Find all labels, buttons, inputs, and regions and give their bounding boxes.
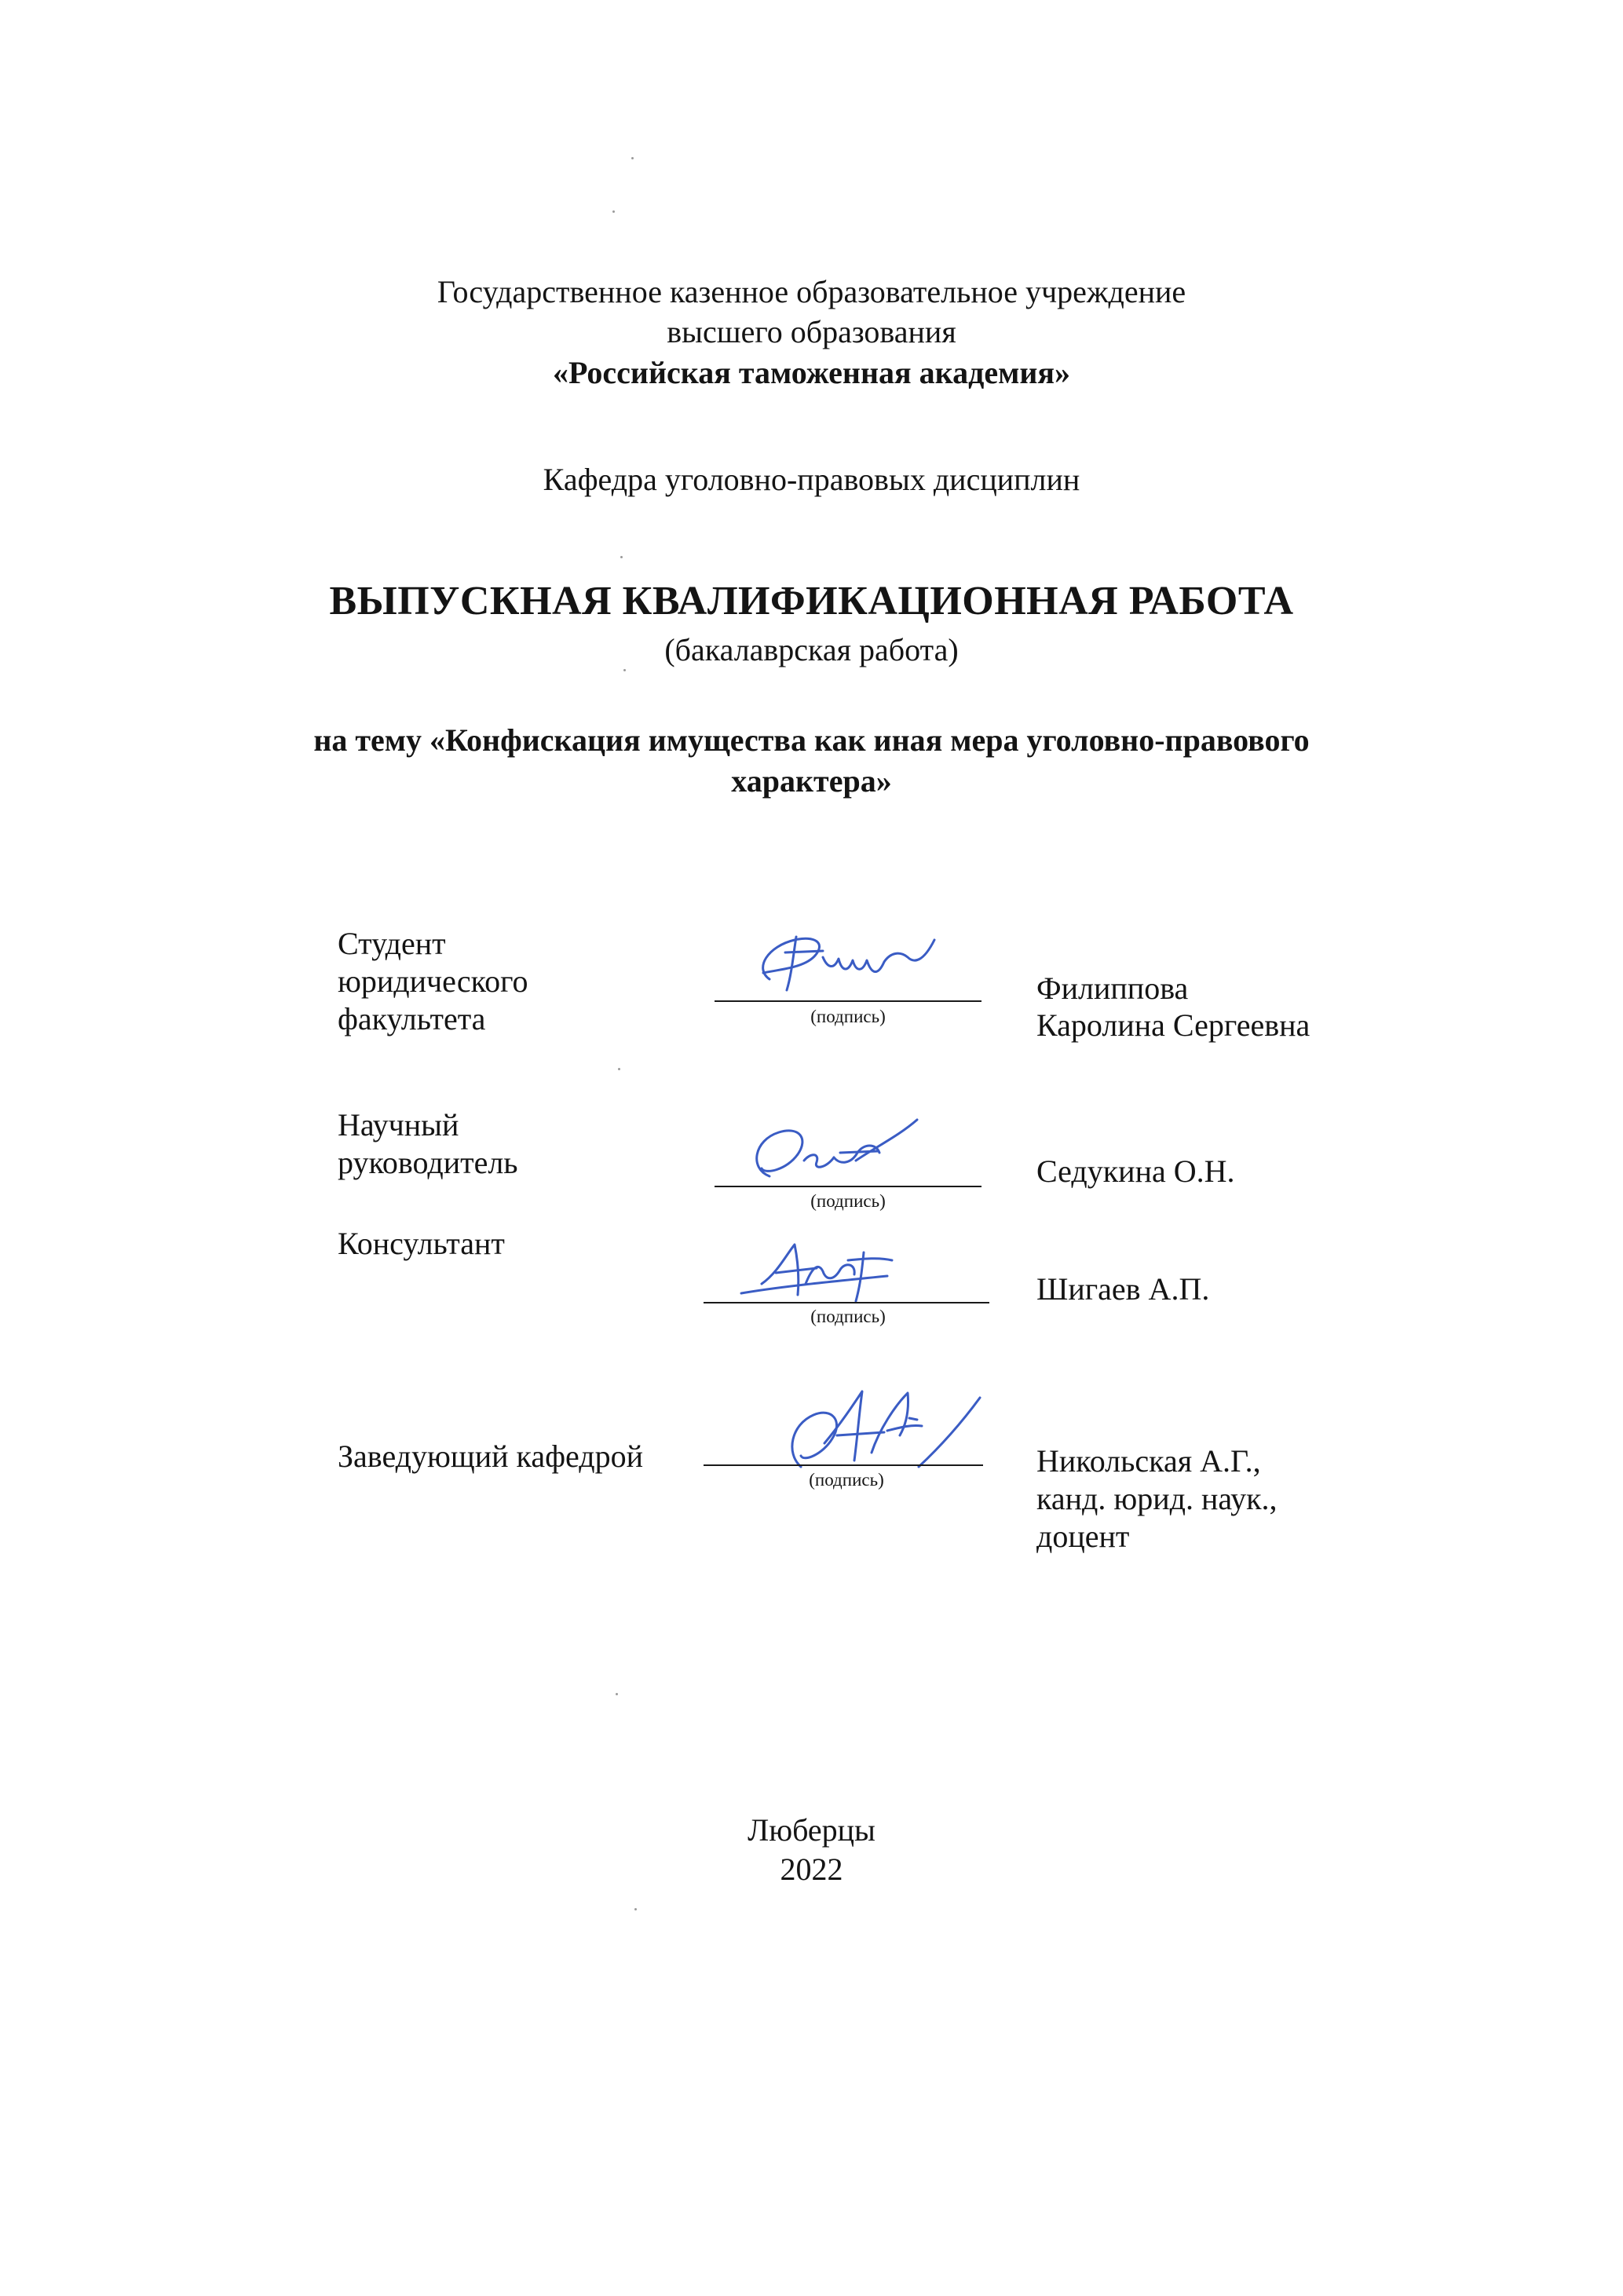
student-role-line3: факультета bbox=[338, 1001, 486, 1036]
student-name-line1: Филиппова bbox=[1036, 971, 1189, 1006]
supervisor-name: Седукина О.Н. bbox=[1036, 1153, 1235, 1189]
scan-speck bbox=[620, 556, 623, 558]
student-role-line1: Студент bbox=[338, 926, 446, 961]
document-subtitle: (бакалаврская работа) bbox=[664, 632, 959, 667]
signature-line bbox=[704, 1464, 983, 1466]
head-signature bbox=[777, 1374, 989, 1484]
head-name-line1: Никольская А.Г., bbox=[1036, 1443, 1261, 1479]
city: Люберцы bbox=[748, 1812, 875, 1848]
document-title: ВЫПУСКНАЯ КВАЛИФИКАЦИОННАЯ РАБОТА bbox=[329, 579, 1294, 623]
department-name: Кафедра уголовно-правовых дисциплин bbox=[543, 462, 1080, 497]
scan-speck bbox=[634, 1908, 637, 1910]
supervisor-role-line1: Научный bbox=[338, 1107, 459, 1143]
signature-caption: (подпись) bbox=[810, 1307, 886, 1326]
signature-line bbox=[715, 1186, 981, 1187]
consultant-name: Шигаев А.П. bbox=[1036, 1271, 1210, 1307]
head-name-line3: доцент bbox=[1036, 1519, 1130, 1554]
signature-caption: (подпись) bbox=[810, 1191, 886, 1211]
scan-speck bbox=[618, 1068, 620, 1070]
signature-line bbox=[715, 1000, 981, 1002]
scan-speck bbox=[612, 210, 615, 213]
institution-line1: Государственное казенное образовательное учреждение bbox=[437, 274, 1186, 309]
supervisor-role-line2: руководитель bbox=[338, 1145, 518, 1180]
student-signature bbox=[746, 923, 950, 1001]
student-role-line2: юридического bbox=[338, 963, 528, 999]
thesis-topic-line1: на тему «Конфискация имущества как иная мера уголовно-правового bbox=[313, 722, 1310, 758]
student-name-line2: Каролина Сергеевна bbox=[1036, 1007, 1310, 1043]
consultant-signature bbox=[730, 1237, 934, 1315]
signature-caption: (подпись) bbox=[809, 1470, 884, 1490]
year: 2022 bbox=[780, 1852, 843, 1887]
thesis-topic-line2: характера» bbox=[731, 763, 892, 799]
consultant-role: Консультант bbox=[338, 1226, 505, 1261]
scan-speck bbox=[616, 1693, 618, 1695]
signature-line bbox=[704, 1302, 989, 1303]
institution-line2: высшего образования bbox=[667, 314, 956, 349]
scan-speck bbox=[631, 157, 634, 159]
signature-caption: (подпись) bbox=[810, 1007, 886, 1026]
institution-name: «Российская таможенная академия» bbox=[552, 355, 1071, 390]
head-role: Заведующий кафедрой bbox=[338, 1439, 644, 1474]
head-name-line2: канд. юрид. наук., bbox=[1036, 1481, 1278, 1516]
supervisor-signature bbox=[738, 1113, 942, 1192]
